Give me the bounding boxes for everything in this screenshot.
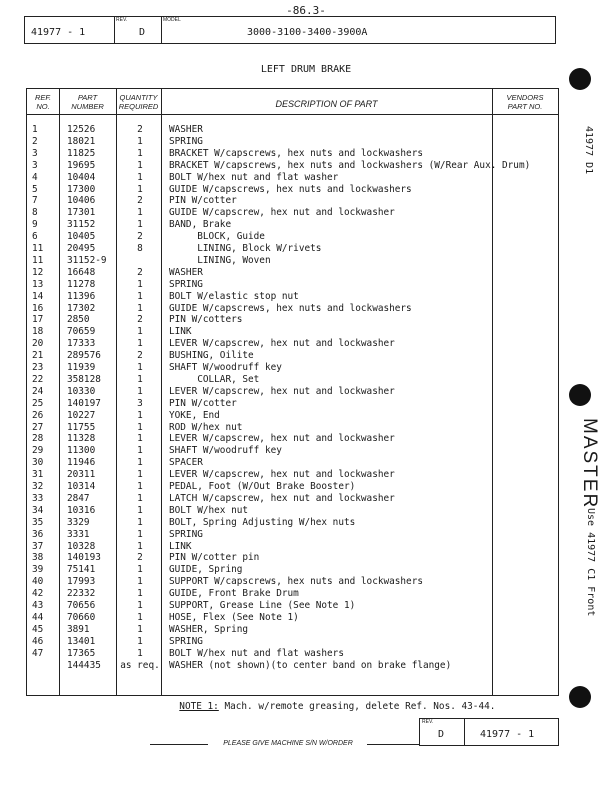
quantity-cell: 1 [137,326,143,338]
header-ref-code: 41977 - 1 [31,27,86,38]
quantity-cell: 1 [137,290,143,302]
part-number-cell: 75141 [67,564,96,576]
ref-cell: 44 [32,611,44,623]
ref-cell: 4 [32,171,38,183]
part-number-cell: 3329 [67,516,90,528]
page-number: -86.3- [286,4,326,17]
ref-cell: 24 [32,385,44,397]
part-number-cell: 10406 [67,195,96,207]
table-row [27,624,558,636]
ref-cell: 30 [32,457,44,469]
table-row [27,362,558,374]
quantity-cell: 1 [137,302,143,314]
description-cell: GUIDE W/capscrew, hex nut and lockwasher [169,207,395,219]
quantity-cell: 1 [137,445,143,457]
quantity-cell: 1 [137,576,143,588]
description-cell: BRACKET W/capscrews, hex nuts and lockwashers [169,147,423,159]
description-cell: SUPPORT W/capscrews, hex nuts and lockwashers [169,576,423,588]
col-ref-header: REF. NO. [34,93,52,111]
ref-cell: 21 [32,350,44,362]
part-number-cell: 70656 [67,600,96,611]
quantity-cell: 1 [137,588,143,600]
header-rev-value: D [139,27,146,38]
part-number-cell: 140197 [67,397,101,409]
part-number-cell: 11825 [67,147,96,159]
description-cell: PIN W/cotter pin [169,552,260,564]
part-number-cell: 10328 [67,540,96,552]
table-row [27,243,558,255]
description-cell: SHAFT W/woodruff key [169,445,282,457]
header-box [24,16,556,44]
description-cell: SPRING [169,278,203,290]
table-row [27,314,558,326]
description-cell: PIN W/cotter [169,397,237,409]
description-cell: BAND, Brake [169,219,232,231]
ref-cell: 14 [32,290,44,302]
quantity-cell: 1 [137,207,143,219]
part-number-cell: 10405 [67,231,96,243]
ref-cell: 32 [32,481,44,492]
quantity-cell: 2 [137,350,143,362]
table-row [27,552,558,564]
ref-cell: 25 [32,397,44,409]
ref-cell: 9 [32,219,38,231]
description-cell: YOKE, End [169,409,220,421]
ref-cell: 35 [32,516,44,528]
quantity-cell: as req. [120,659,160,671]
parts-table [26,88,559,696]
table-row [27,481,558,493]
table-row [27,386,558,398]
quantity-cell: 8 [137,243,143,254]
ref-cell: 31 [32,469,44,481]
part-number-cell: 17300 [67,183,96,195]
part-number-cell: 11278 [67,278,96,290]
description-cell: BOLT W/hex nut and flat washers [169,647,344,659]
part-number-cell: 18021 [67,135,96,147]
part-number-cell: 31152-9 [67,254,107,266]
quantity-cell: 1 [137,516,143,528]
description-cell: COLLAR, Set [169,373,260,385]
table-row [27,660,558,672]
description-cell: GUIDE W/capscrews, hex nuts and lockwashers [169,183,412,195]
ref-cell: 2 [32,135,38,147]
quantity-cell: 1 [137,433,143,445]
part-number-cell: 11946 [67,457,96,469]
table-row [27,564,558,576]
quantity-cell: 2 [137,314,143,326]
table-row [27,136,558,148]
col-part-header: PART NUMBER [71,93,104,111]
description-cell: SPRING [169,135,203,147]
table-row [27,541,558,553]
description-cell: LEVER W/capscrew, hex nut and lockwasher [169,469,395,481]
table-row [27,184,558,196]
description-cell: SHAFT W/woodruff key [169,362,282,373]
table-row [27,636,558,648]
description-cell: LINK [169,326,192,338]
description-cell: LEVER W/capscrew, hex nut and lockwasher [169,338,395,350]
quantity-cell: 1 [137,135,143,147]
description-cell: GUIDE, Front Brake Drum [169,588,299,600]
footer-ref-code: 41977 - 1 [480,729,535,740]
ref-cell: 18 [32,326,44,338]
part-number-cell: 144435 [67,659,101,671]
binder-hole-bottom [569,686,591,708]
table-row [27,374,558,386]
master-stamp: MASTER [579,418,600,510]
ref-cell: 27 [32,421,44,433]
page-title: LEFT DRUM BRAKE [260,64,352,75]
part-number-cell: 11396 [67,290,96,302]
part-number-cell: 17302 [67,302,96,314]
table-row [27,505,558,517]
ref-cell: 37 [32,540,44,552]
quantity-cell: 1 [137,183,143,195]
header-rev-label: REV. [116,17,128,23]
description-cell: LEVER W/capscrew, hex nut and lockwasher [169,433,395,445]
part-number-cell: 20495 [67,243,96,254]
table-row [27,195,558,207]
description-cell: GUIDE W/capscrews, hex nuts and lockwashers [169,302,412,314]
part-number-cell: 10404 [67,171,96,183]
quantity-cell: 1 [137,219,143,231]
ref-cell: 28 [32,433,44,445]
part-number-cell: 11755 [67,421,96,433]
quantity-cell: 1 [137,647,143,659]
description-cell: LINING, Block W/rivets [169,243,322,254]
description-cell: BOLT, Spring Adjusting W/hex nuts [169,516,356,528]
quantity-cell: 1 [137,278,143,290]
note-label: NOTE 1: [179,701,219,712]
ref-cell: 22 [32,373,44,385]
ref-cell: 12 [32,266,44,278]
table-row [27,303,558,315]
quantity-cell: 1 [137,469,143,481]
part-number-cell: 20311 [67,469,96,481]
ref-cell: 43 [32,600,44,611]
table-row [27,338,558,350]
quantity-cell: 1 [137,457,143,469]
quantity-cell: 1 [137,338,143,350]
table-row [27,255,558,267]
part-number-cell: 31152 [67,219,96,231]
part-number-cell: 3891 [67,623,90,635]
part-number-cell: 70659 [67,326,96,338]
table-row [27,410,558,422]
quantity-cell: 1 [137,171,143,183]
table-row [27,124,558,136]
ref-cell: 45 [32,623,44,635]
ref-cell: 39 [32,564,44,576]
description-cell: PEDAL, Foot (W/Out Brake Booster) [169,481,356,492]
ref-cell: 3 [32,147,38,159]
description-cell: LINING, Woven [169,254,271,266]
quantity-cell: 1 [137,611,143,623]
quantity-cell: 1 [137,635,143,647]
description-cell: SUPPORT, Grease Line (See Note 1) [169,600,356,611]
ref-cell: 23 [32,362,44,373]
part-number-cell: 17993 [67,576,96,588]
ref-cell: 26 [32,409,44,421]
quantity-cell: 2 [137,266,143,278]
ref-cell: 8 [32,207,38,219]
table-row [27,433,558,445]
part-number-cell: 10227 [67,409,96,421]
ref-cell: 34 [32,504,44,516]
quantity-cell: 1 [137,147,143,159]
part-number-cell: 12526 [67,124,96,135]
binder-hole-top [569,68,591,90]
part-number-cell: 17333 [67,338,96,350]
description-cell: GUIDE, Spring [169,564,243,576]
ref-cell: 29 [32,445,44,457]
quantity-cell: 1 [137,421,143,433]
description-cell: LINK [169,540,192,552]
part-number-cell: 16648 [67,266,96,278]
table-row [27,267,558,279]
quantity-cell: 1 [137,481,143,492]
quantity-cell: 2 [137,124,143,135]
ref-cell: 20 [32,338,44,350]
quantity-cell: 1 [137,385,143,397]
side-stamp-top: 41977 D1 [583,126,594,175]
table-row [27,279,558,291]
description-cell: PIN W/cotter [169,195,237,207]
description-cell: BLOCK, Guide [169,231,265,243]
table-row [27,517,558,529]
part-number-cell: 3331 [67,528,90,540]
table-row [27,326,558,338]
quantity-cell: 1 [137,528,143,540]
description-cell: LATCH W/capscrew, hex nut and lockwasher [169,492,395,504]
quantity-cell: 3 [137,397,143,409]
header-model-label: MODEL [163,17,181,23]
ref-cell: 46 [32,635,44,647]
part-number-cell: 289576 [67,350,101,362]
part-number-cell: 17301 [67,207,96,219]
part-number-cell: 19695 [67,159,96,171]
ref-cell: 6 [32,231,38,243]
quantity-cell: 2 [137,231,143,243]
table-row [27,493,558,505]
quantity-cell: 1 [137,564,143,576]
part-number-cell: 11328 [67,433,96,445]
description-cell: BRACKET W/capscrews, hex nuts and lockwashers (W/Rear Aux. Drum) [169,159,531,171]
ref-cell: 33 [32,492,44,504]
table-row [27,231,558,243]
table-row [27,291,558,303]
col-qty-header: QUANTITY REQUIRED [118,93,159,111]
part-number-cell: 13401 [67,635,96,647]
description-cell: BOLT W/hex nut and flat washer [169,171,339,183]
table-row [27,207,558,219]
table-row [27,422,558,434]
part-number-cell: 2847 [67,492,90,504]
part-number-cell: 10330 [67,385,96,397]
footer-instruction: PLEASE GIVE MACHINE S/N W/ORDER [223,740,353,747]
quantity-cell: 1 [137,159,143,171]
part-number-cell: 17365 [67,647,96,659]
description-cell: WASHER (not shown)(to center band on brake flange) [169,659,452,671]
description-cell: BOLT W/elastic stop nut [169,290,299,302]
ref-cell: 47 [32,647,44,659]
description-cell: SPACER [169,457,203,469]
table-row [27,612,558,624]
quantity-cell: 1 [137,600,143,611]
ref-cell: 13 [32,278,44,290]
table-row [27,160,558,172]
table-row [27,600,558,612]
description-cell: HOSE, Flex (See Note 1) [169,611,299,623]
ref-cell: 16 [32,302,44,314]
quantity-cell: 1 [137,504,143,516]
table-row [27,576,558,588]
description-cell: WASHER [169,124,203,135]
quantity-cell: 1 [137,373,143,385]
part-number-cell: 10316 [67,504,96,516]
part-number-cell: 358128 [67,373,101,385]
description-cell: BOLT W/hex nut [169,504,249,516]
ref-cell: 42 [32,588,44,600]
part-number-cell: 70660 [67,611,96,623]
footer-rev-label: REV. [422,719,434,725]
ref-cell: 38 [32,552,44,564]
ref-cell: 7 [32,195,38,207]
part-number-cell: 2850 [67,314,90,326]
description-cell: WASHER, Spring [169,623,249,635]
quantity-cell: 2 [137,195,143,207]
ref-cell: 40 [32,576,44,588]
part-number-cell: 11300 [67,445,96,457]
table-row [27,219,558,231]
description-cell: BUSHING, Oilite [169,350,254,362]
side-use-note: Use 41977 C1 Front [585,508,596,617]
part-number-cell: 10314 [67,481,96,492]
quantity-cell: 1 [137,540,143,552]
description-cell: ROD W/hex nut [169,421,243,433]
table-row [27,398,558,410]
description-cell: SPRING [169,528,203,540]
note [168,690,495,712]
quantity-cell: 1 [137,492,143,504]
ref-cell: 36 [32,528,44,540]
table-row [27,529,558,541]
description-cell: LEVER W/capscrew, hex nut and lockwasher [169,385,395,397]
table-row [27,457,558,469]
ref-cell: 5 [32,183,38,195]
table-row [27,445,558,457]
header-model-value: 3000-3100-3400-3900A [247,27,368,38]
description-cell: PIN W/cotters [169,314,243,326]
ref-cell: 1 [32,124,38,135]
table-row [27,648,558,660]
note-text: Mach. w/remote greasing, delete Ref. Nos. 43-44. [218,701,496,712]
table-row [27,588,558,600]
ref-cell: 11 [32,243,44,254]
part-number-cell: 11939 [67,362,96,373]
col-desc-header: DESCRIPTION OF PART [275,99,378,109]
part-number-cell: 140193 [67,552,101,564]
table-row [27,469,558,481]
col-vendor-header: VENDORS PART NO. [506,93,544,111]
footer-rev-value: D [438,729,445,740]
footer-box [419,718,559,746]
quantity-cell: 1 [137,409,143,421]
table-row [27,148,558,160]
quantity-cell: 1 [137,623,143,635]
table-row [27,172,558,184]
quantity-cell: 2 [137,552,143,564]
ref-cell: 17 [32,314,44,326]
ref-cell: 11 [32,254,44,266]
description-cell: SPRING [169,635,203,647]
description-cell: WASHER [169,266,203,278]
binder-hole-middle [569,384,591,406]
ref-cell: 3 [32,159,38,171]
part-number-cell: 22332 [67,588,96,600]
table-row [27,350,558,362]
quantity-cell: 1 [137,362,143,373]
